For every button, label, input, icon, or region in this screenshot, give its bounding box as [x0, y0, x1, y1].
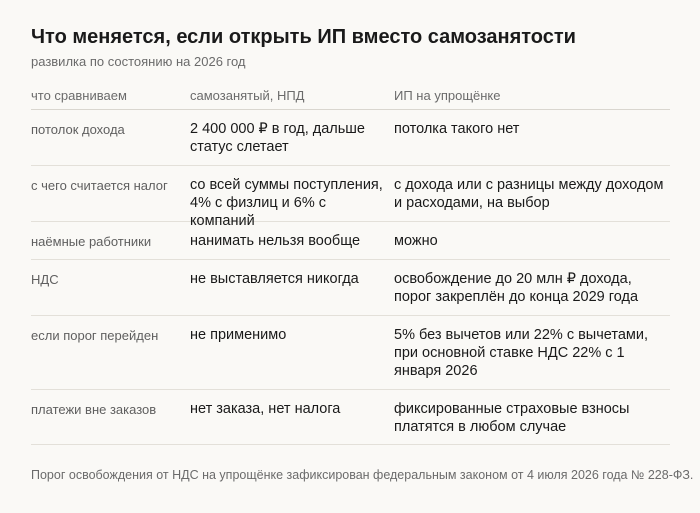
row-label: платежи вне заказов	[31, 402, 157, 417]
column-header-npd: самозанятый, НПД	[190, 88, 305, 103]
cell-npd: нет заказа, нет налога	[190, 401, 341, 417]
row-label: НДС	[31, 272, 59, 287]
table-row-fixed-payments	[31, 390, 670, 445]
column-header-ip: ИП на упрощёнке	[394, 88, 501, 103]
table-row-tax-base	[31, 166, 670, 229]
cell-ip: фиксированные страховые взносы платятся в любом случае	[394, 401, 630, 435]
cell-npd: со всей суммы поступления, 4% с физлиц и 6% с компаний	[190, 177, 383, 229]
table-row-threshold-exceeded	[31, 316, 670, 390]
cell-npd: не выставляется никогда	[190, 271, 359, 287]
cell-npd: не применимо	[190, 327, 287, 343]
footnote: Порог освобождения от НДС на упрощёнке зафиксирован федеральным законом от 4 июля 2026 года № 228-ФЗ.	[31, 468, 694, 482]
row-label: с чего считается налог	[31, 178, 168, 193]
page-subtitle: развилка по состоянию на 2026 год	[31, 54, 246, 69]
row-label: если порог перейден	[31, 328, 159, 343]
cell-ip: 5% без вычетов или 22% с вычетами, при основной ставке НДС 22% с 1 января 2026	[394, 327, 649, 379]
row-label: потолок дохода	[31, 122, 125, 137]
cell-npd: нанимать нельзя вообще	[190, 233, 361, 249]
page-title: Что меняется, если открыть ИП вместо самозанятости	[31, 26, 576, 48]
cell-ip: с дохода или с разницы между доходом и расходами, на выбор	[394, 177, 664, 211]
table-row-income-limit	[31, 110, 670, 166]
cell-ip: потолка такого нет	[394, 121, 520, 137]
row-label: наёмные работники	[31, 234, 152, 249]
cell-ip: можно	[394, 233, 438, 249]
table-row-vat	[31, 260, 670, 316]
column-header-criterion: что сравниваем	[31, 88, 127, 103]
cell-ip: освобождение до 20 млн ₽ дохода, порог закреплён до конца 2029 года	[394, 271, 639, 305]
table-header	[31, 83, 670, 110]
cell-npd: 2 400 000 ₽ в год, дальше статус слетает	[190, 121, 365, 155]
table-row-employees	[31, 222, 670, 260]
